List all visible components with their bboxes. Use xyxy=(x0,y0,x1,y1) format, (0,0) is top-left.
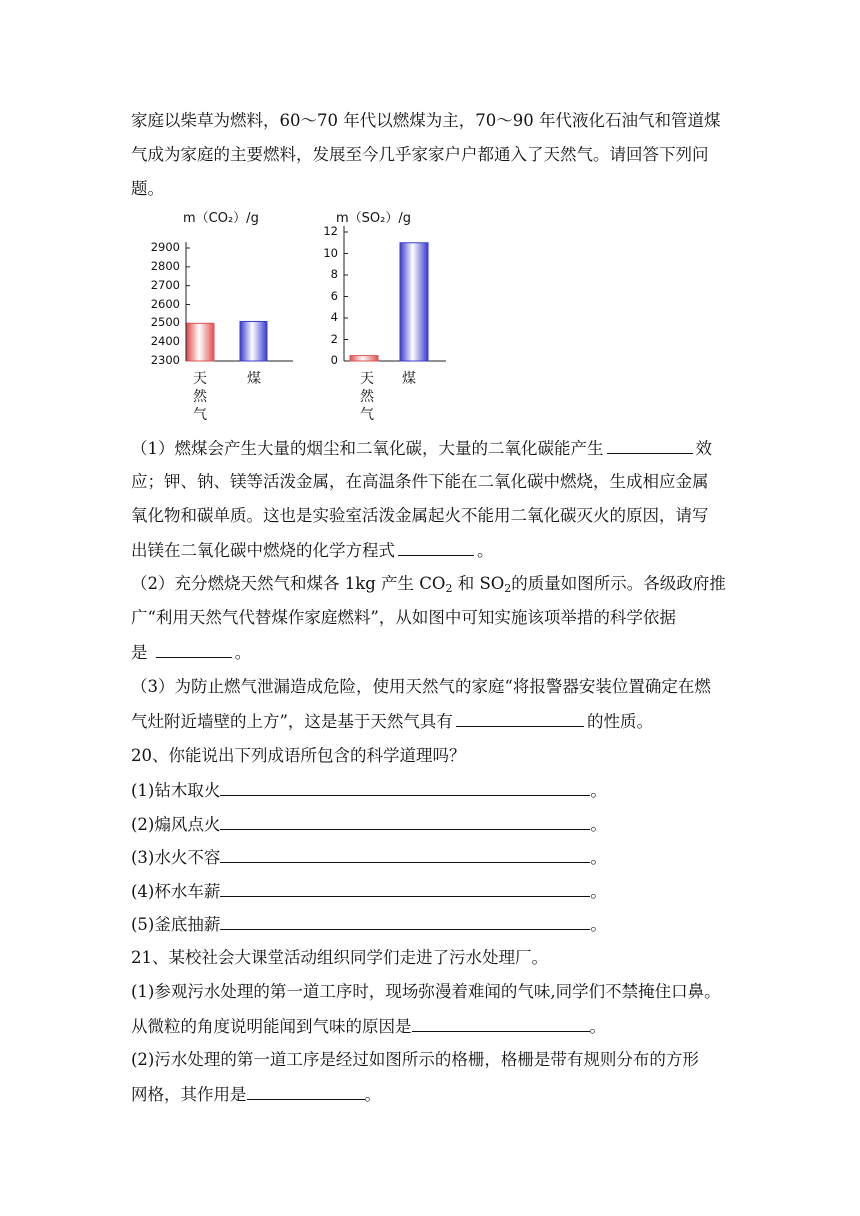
q19-part2-line2: 广“利用天然气代替煤作家庭燃料”，从如图中可知实施该项举措的科学依据 xyxy=(131,608,676,627)
q19-part3-line1: （3）为防止燃气泄漏造成危险，使用天然气的家庭“将报警器安装位置确定在燃 xyxy=(131,677,711,696)
so2-tick-label: 12 xyxy=(323,224,338,238)
q20-blank-1[interactable] xyxy=(220,779,590,796)
q20-item-2: (2)煽风点火 。 xyxy=(131,815,607,834)
q20-title: 20、你能说出下列成语所包含的科学道理吗？ xyxy=(131,746,466,765)
intro-line-1: 家庭以柴草为燃料，60～70 年代以燃煤为主，70～90 年代液化石油气和管道煤 xyxy=(131,111,721,130)
q21-blank-1[interactable] xyxy=(412,1015,590,1032)
chart-co2-category-coal: 煤 xyxy=(247,371,261,387)
q21-part1-line2: 从微粒的角度说明能闻到气味的原因是 。 xyxy=(131,1017,606,1036)
q19-answer-blank-4[interactable] xyxy=(456,710,584,727)
co2-tick-label: 2600 xyxy=(150,296,180,311)
so2-tick-label: 10 xyxy=(323,245,338,260)
so2-tick-label: 8 xyxy=(330,267,338,281)
q19-part1-line1: （1）燃煤会产生大量的烟尘和二氧化碳，大量的二氧化碳能产生 效 xyxy=(131,439,712,458)
q19-answer-blank-2[interactable] xyxy=(398,539,474,556)
q19-part3-line2: 气灶附近墙壁的上方”，这是基于天然气具有 的性质。 xyxy=(131,712,653,731)
chart-so2-category-gas: 天 然 气 xyxy=(360,371,374,423)
q20-item-5: (5)釜底抽薪 。 xyxy=(131,915,607,934)
q21-title: 21、某校社会大课堂活动组织同学们走进了污水处理厂。 xyxy=(131,948,548,967)
co2-tick-label: 2700 xyxy=(150,277,180,292)
co2-tick-label: 2900 xyxy=(150,240,180,254)
so2-bar-coal xyxy=(400,243,428,361)
q19-part2-line3: 是 。 xyxy=(131,643,252,662)
q19-answer-blank-1[interactable] xyxy=(607,437,693,454)
q19-part1-line3: 氧化物和碳单质。这也是实验室活泼金属起火不能用二氧化碳灭火的原因，请写 xyxy=(131,506,709,525)
co2-tick-label: 2400 xyxy=(150,334,180,349)
co2-tick-label: 2500 xyxy=(150,315,180,330)
q20-blank-4[interactable] xyxy=(220,880,590,897)
q19-part1-line4: 出镁在二氧化碳中燃烧的化学方程式 。 xyxy=(131,541,494,560)
so2-bar-gas xyxy=(350,356,378,361)
chart-co2-category-gas: 天 然 气 xyxy=(193,371,207,423)
q20-item-1: (1)钻木取火 。 xyxy=(131,781,607,800)
q20-item-4: (4)杯水车薪 。 xyxy=(131,882,607,901)
q20-blank-2[interactable] xyxy=(220,813,590,830)
chart-so2-plot xyxy=(338,224,448,366)
q20-item-3: (3)水火不容 。 xyxy=(131,848,607,867)
co2-bar-gas xyxy=(187,323,214,361)
so2-tick-label: 4 xyxy=(330,310,338,324)
q21-blank-2[interactable] xyxy=(247,1083,365,1100)
intro-line-2: 气成为家庭的主要燃料，发展至今几乎家家户户都通入了天然气。请回答下列问 xyxy=(131,145,709,164)
q21-part1-line1: (1)参观污水处理的第一道工序时，现场弥漫着难闻的气味,同学们不禁掩住口鼻。 xyxy=(131,982,721,1001)
q20-blank-5[interactable] xyxy=(220,913,590,930)
co2-bar-coal xyxy=(240,321,267,361)
q21-part2-line1: (2)污水处理的第一道工序是经过如图所示的格栅，格栅是带有规则分布的方形 xyxy=(131,1050,699,1069)
so2-tick-label: 2 xyxy=(330,331,338,346)
chart-so2-category-coal: 煤 xyxy=(402,371,416,387)
so2-tick-label: 0 xyxy=(330,353,338,367)
q21-part2-line2: 网格，其作用是 。 xyxy=(131,1085,381,1104)
co2-tick-label: 2300 xyxy=(150,353,180,367)
chart-co2-plot xyxy=(180,238,295,366)
chart-so2-ylabel: m（SO₂）/g xyxy=(336,211,411,226)
q20-blank-3[interactable] xyxy=(220,846,590,863)
q19-answer-blank-3[interactable] xyxy=(156,641,232,658)
co2-tick-label: 2800 xyxy=(150,258,180,273)
q19-part1-line2: 应；钾、钠、镁等活泼金属，在高温条件下能在二氧化碳中燃烧，生成相应金属 xyxy=(131,472,709,491)
intro-line-3: 题。 xyxy=(131,179,164,198)
chart-co2-ylabel: m（CO₂）/g xyxy=(183,211,259,226)
q19-part2-line1: （2）充分燃烧天然气和煤各 1kg 产生 $CO_2$ 和 $SO_2$的质量如图所示。各级政府推 xyxy=(131,574,726,595)
so2-tick-label: 6 xyxy=(330,288,338,303)
